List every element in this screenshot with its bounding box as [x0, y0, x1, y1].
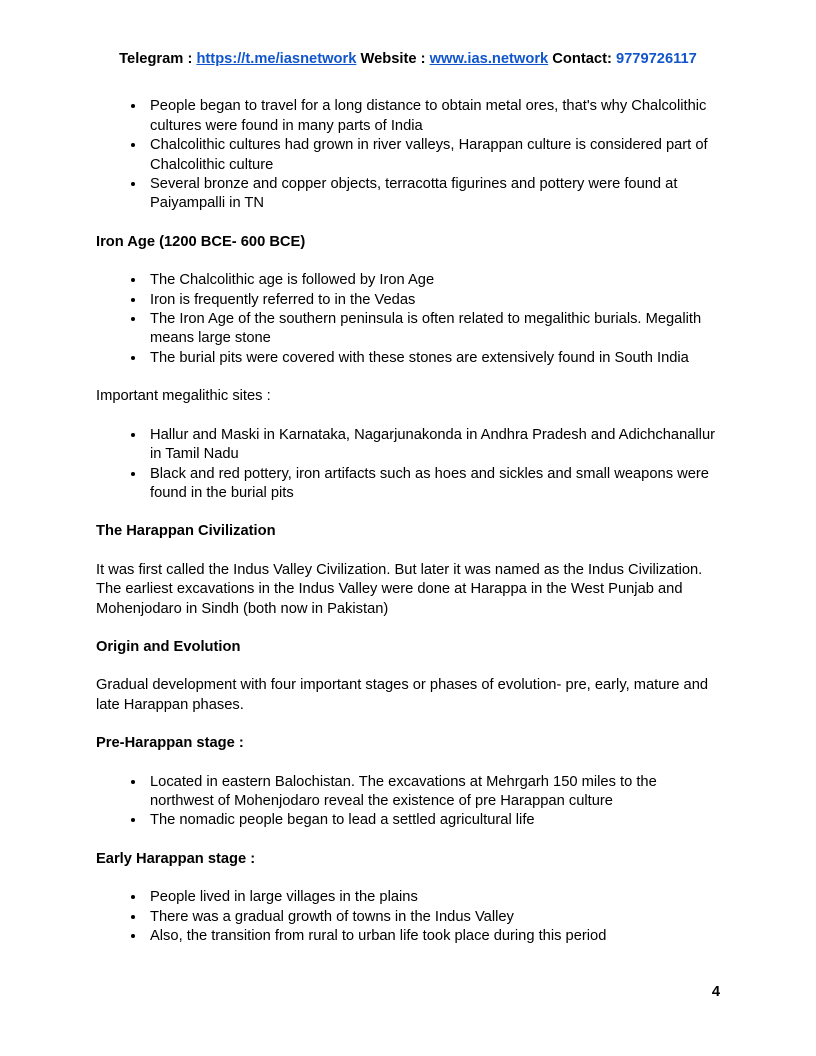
- megalithic-sites-lead: Important megalithic sites :: [96, 388, 271, 405]
- list-item: • Black and red pottery, iron artifacts such as hoes and sickles and small weapons were found in the burial pits: [146, 465, 720, 504]
- list-item: • Also, the transition from rural to urban life took place during this period: [146, 927, 720, 946]
- pre-harappan-bullet-list: [96, 773, 720, 831]
- list-item: • Iron is frequently referred to in the Vedas: [146, 291, 720, 310]
- document-header: [96, 50, 720, 69]
- section-heading-early-harappan: Early Harappan stage :: [96, 850, 256, 867]
- telegram-link[interactable]: https://t.me/iasnetwork: [196, 51, 357, 67]
- origin-paragraph: Gradual development with four important stages or phases of evolution- pre, early, mature and late Harappan phases.: [96, 677, 709, 713]
- section-heading-harappan: The Harappan Civilization: [96, 523, 276, 540]
- contact-label: Contact:: [548, 51, 616, 67]
- list-item: • The burial pits were covered with these stones are extensively found in South India: [146, 349, 720, 368]
- early-harappan-bullet-list: [96, 888, 720, 946]
- document-body: [96, 97, 720, 946]
- list-item: • Several bronze and copper objects, terracotta figurines and pottery were found at Paiyampalli in TN: [146, 175, 720, 214]
- harappan-paragraph: It was first called the Indus Valley Civilization. But later it was named as the Indus Civilization. The earliest excavations in the Indus Valley were done at Harappa in the West Punjab and Mohenjodaro in Sindh (both now in Pakistan): [96, 561, 703, 617]
- section-heading-origin: Origin and Evolution: [96, 638, 241, 655]
- contact-number: 9779726117: [615, 51, 697, 67]
- list-item: • The Iron Age of the southern peninsula is often related to megalithic burials. Megalith means large stone: [146, 310, 720, 349]
- list-item: • There was a gradual growth of towns in the Indus Valley: [146, 908, 720, 927]
- iron-age-bullet-list: [96, 271, 720, 368]
- page-number: 4: [711, 984, 720, 1000]
- megalithic-sites-bullet-list: [96, 426, 720, 504]
- list-item: • Located in eastern Balochistan. The excavations at Mehrgarh 150 miles to the northwest of Mohenjodaro reveal the existence of pre Harappan culture: [146, 773, 720, 812]
- list-item: • The Chalcolithic age is followed by Iron Age: [146, 271, 720, 290]
- list-item: • People lived in large villages in the plains: [146, 888, 720, 907]
- list-item: • Chalcolithic cultures had grown in river valleys, Harappan culture is considered part of Chalcolithic culture: [146, 136, 720, 175]
- chalcolithic-bullet-list: [96, 97, 720, 213]
- website-label: Website :: [356, 51, 430, 67]
- section-heading-pre-harappan: Pre-Harappan stage :: [96, 735, 244, 752]
- website-link[interactable]: www.ias.network: [429, 51, 549, 67]
- list-item: • The nomadic people began to lead a settled agricultural life: [146, 811, 720, 830]
- section-heading-iron-age: Iron Age (1200 BCE- 600 BCE): [96, 233, 306, 250]
- list-item: • Hallur and Maski in Karnataka, Nagarjunakonda in Andhra Pradesh and Adichchanallur in Tamil Nadu: [146, 426, 720, 465]
- telegram-label: Telegram :: [119, 51, 197, 67]
- list-item: • People began to travel for a long distance to obtain metal ores, that's why Chalcolithic cultures were found in many parts of India: [146, 97, 720, 136]
